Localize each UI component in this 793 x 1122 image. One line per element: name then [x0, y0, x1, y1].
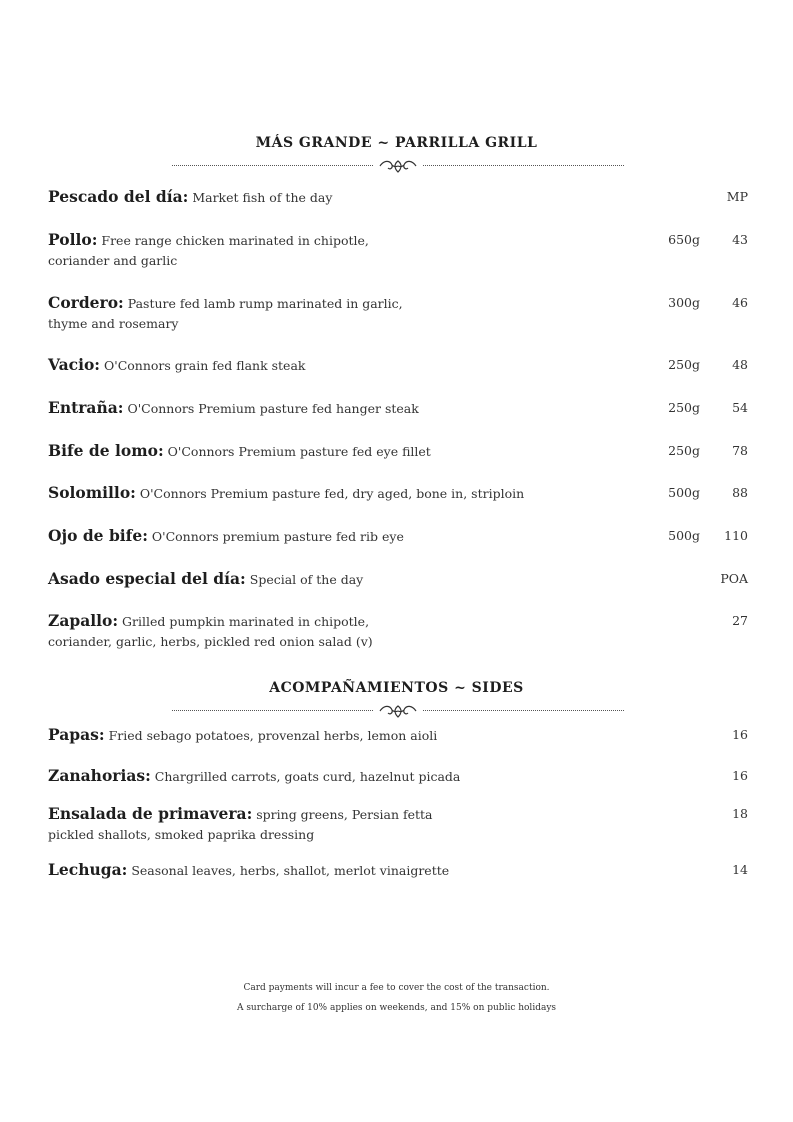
- menu-item-name: Cordero:: [48, 293, 124, 312]
- menu-item-price: MP: [726, 189, 748, 204]
- menu-item-name: Entraña:: [48, 398, 124, 417]
- menu-item-name: Pollo:: [48, 230, 98, 249]
- menu-item-name: Papas:: [48, 725, 105, 744]
- menu-item-description: Fried sebago potatoes, provenzal herbs, lemon aioli: [104, 728, 438, 743]
- menu-item-description: O'Connors premium pasture fed rib eye: [147, 529, 404, 544]
- menu-item: [48, 293, 748, 334]
- menu-item: [48, 766, 748, 787]
- menu-item-weight: 500g: [668, 485, 700, 500]
- menu-item: [48, 398, 748, 419]
- menu-item-description: Free range chicken marinated in chipotle,: [97, 233, 369, 248]
- menu-item-price: 48: [732, 357, 748, 372]
- menu-item-price: 18: [732, 806, 748, 821]
- ornamental-divider: [172, 705, 624, 719]
- menu-item-price: 110: [724, 528, 748, 543]
- ornamental-divider: [172, 160, 624, 174]
- menu-item-name: Zapallo:: [48, 611, 119, 630]
- menu-item-description: O'Connors Premium pasture fed hanger steak: [123, 401, 419, 416]
- menu-item-weight: 650g: [668, 232, 700, 247]
- menu-item-name: Pescado del día:: [48, 187, 189, 206]
- menu-item-weight: 250g: [668, 443, 700, 458]
- menu-item-price: 16: [732, 727, 748, 742]
- menu-item-price: 46: [732, 295, 748, 310]
- menu-item-weight: 250g: [668, 357, 700, 372]
- menu-item: [48, 804, 748, 845]
- footer-note-card-fee: Card payments will incur a fee to cover the cost of the transaction.: [243, 983, 550, 993]
- menu-item-description: Grilled pumpkin marinated in chipotle,: [118, 614, 370, 629]
- footer-note-surcharge: A surcharge of 10% applies on weekends, and 15% on public holidays: [236, 1003, 557, 1013]
- menu-item-price: 14: [732, 862, 748, 877]
- menu-item: [48, 860, 748, 881]
- menu-item-price: POA: [720, 571, 748, 586]
- menu-item-description: O'Connors grain fed flank steak: [100, 358, 306, 373]
- menu-item-weight: 300g: [668, 295, 700, 310]
- menu-item: [48, 569, 748, 590]
- menu-item-price: 78: [732, 443, 748, 458]
- menu-item: [48, 441, 748, 462]
- menu-item-price: 27: [732, 613, 748, 628]
- menu-item-description-cont: thyme and rosemary: [48, 316, 179, 331]
- menu-item-price: 54: [732, 400, 748, 415]
- menu-item-name: Ojo de bife:: [48, 526, 148, 545]
- section-title-sides: ACOMPAÑAMIENTOS ~ SIDES: [269, 680, 524, 696]
- menu-item-name: Solomillo:: [48, 483, 136, 502]
- menu-item-weight: 500g: [668, 528, 700, 543]
- menu-item-price: 16: [732, 768, 748, 783]
- menu-item-price: 88: [732, 485, 748, 500]
- menu-item-price: 43: [732, 232, 748, 247]
- menu-item-description: Market fish of the day: [188, 190, 333, 205]
- section-title-grill: MÁS GRANDE ~ PARRILLA GRILL: [255, 135, 538, 151]
- menu-item-description: O'Connors Premium pasture fed, dry aged, bone in, striploin: [135, 486, 525, 501]
- menu-item-description: Seasonal leaves, herbs, shallot, merlot vinaigrette: [127, 863, 450, 878]
- menu-item-description: spring greens, Persian fetta: [252, 807, 433, 822]
- menu-item-name: Lechuga:: [48, 860, 128, 879]
- menu-item-name: Bife de lomo:: [48, 441, 164, 460]
- menu-item-description: Pasture fed lamb rump marinated in garlic,: [123, 296, 403, 311]
- menu-item: [48, 355, 748, 376]
- menu-item: [48, 725, 748, 746]
- menu-item: [48, 187, 748, 208]
- menu-item-description-cont: coriander and garlic: [48, 253, 178, 268]
- menu-item-name: Asado especial del día:: [48, 569, 246, 588]
- menu-item-name: Zanahorias:: [48, 766, 151, 785]
- menu-item-description-cont: coriander, garlic, herbs, pickled red onion salad (v): [48, 634, 373, 649]
- menu-item: [48, 230, 748, 271]
- menu-item-description: O'Connors Premium pasture fed eye fillet: [163, 444, 431, 459]
- menu-item-name: Vacio:: [48, 355, 101, 374]
- menu-item-weight: 250g: [668, 400, 700, 415]
- flourish-icon: [376, 703, 420, 719]
- menu-item-description: Chargrilled carrots, goats curd, hazelnut picada: [150, 769, 461, 784]
- menu-item: [48, 611, 748, 652]
- menu-item: [48, 483, 748, 504]
- menu-item: [48, 526, 748, 547]
- menu-item-name: Ensalada de primavera:: [48, 804, 253, 823]
- menu-item-description: Special of the day: [245, 572, 364, 587]
- menu-item-description-cont: pickled shallots, smoked paprika dressing: [48, 827, 315, 842]
- flourish-icon: [376, 158, 420, 174]
